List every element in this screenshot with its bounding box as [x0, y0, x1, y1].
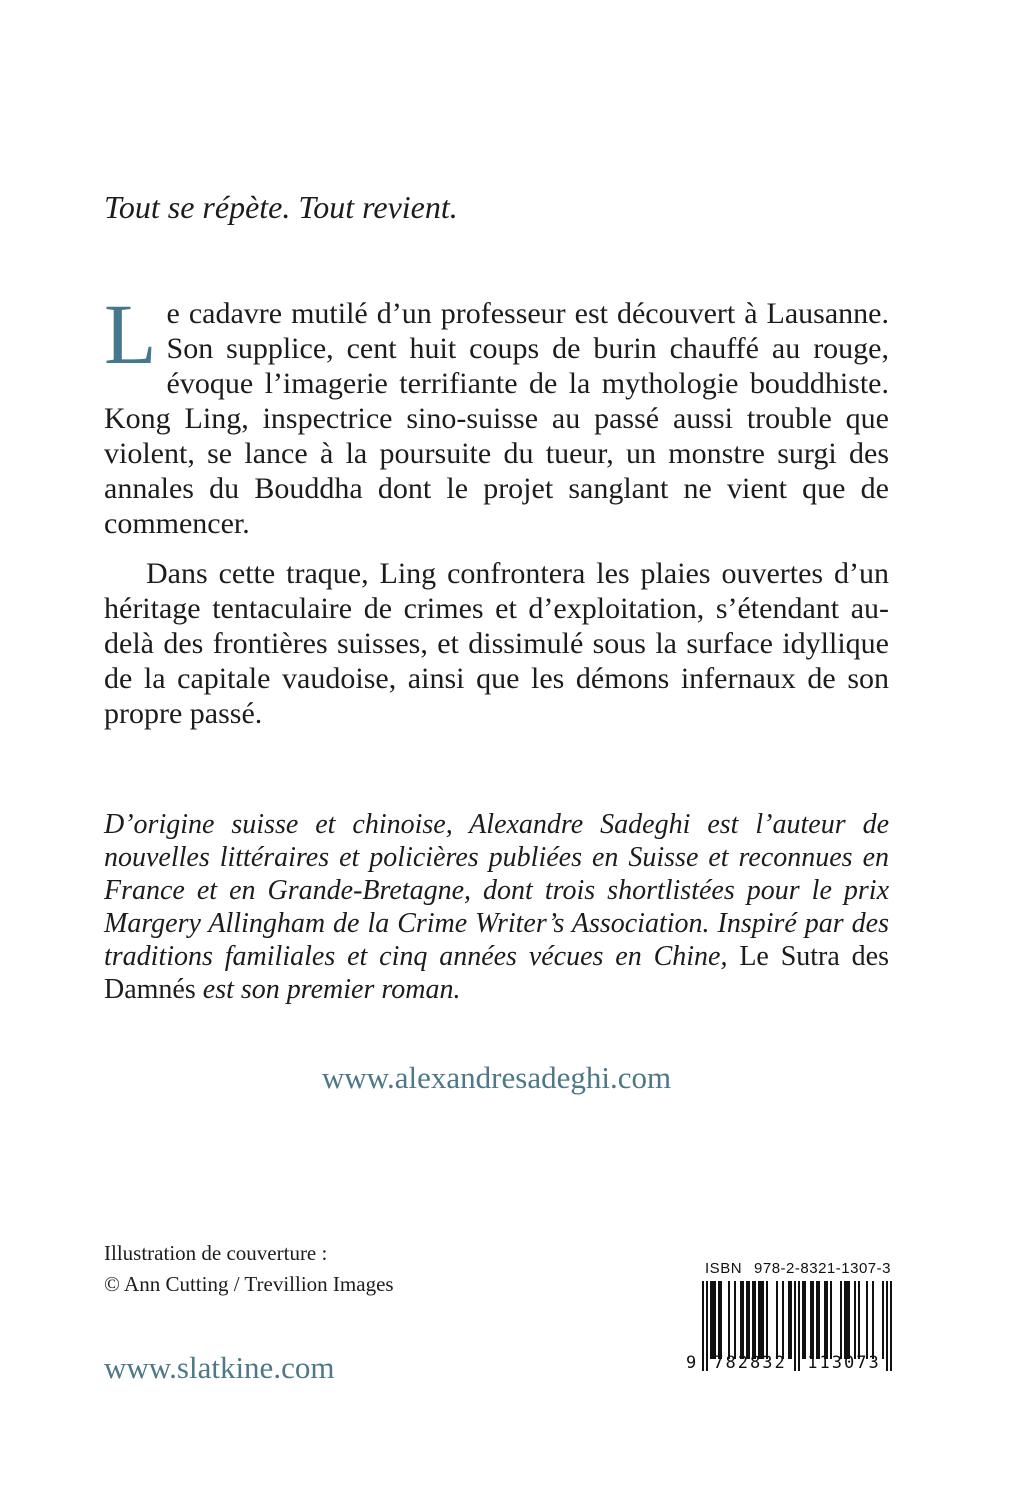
isbn-line [702, 1260, 894, 1277]
credit-line-1: Illustration de couverture : [104, 1241, 328, 1265]
isbn-block [688, 1260, 898, 1381]
epigraph-text: Tout se répète. Tout revient. [104, 189, 458, 225]
cover-credit [104, 1238, 394, 1300]
synopsis-paragraph-1 [104, 286, 889, 541]
barcode-bars [686, 1281, 892, 1381]
barcode-digits-right: 113073 [807, 1353, 881, 1373]
bio-part-1: D’origine suisse et chinoise, Alexandre Sadeghi est l’auteur de nouvelles littéraires et policières publiées en Suisse et reconnues en France et en Grande-Bretagne, dont trois shortlistées pour le prix Margery Allingham de la Crime Writer’s Association. Inspiré par des traditions familiales et cinq années vécues en Chine, [104, 809, 889, 972]
isbn-label: ISBN [705, 1260, 743, 1277]
synopsis-section [104, 286, 889, 731]
bio-part-2: est son premier roman. [195, 974, 461, 1005]
publisher-website-link: www.slatkine.com [104, 1350, 335, 1385]
book-title: Le Sutra des Damnés [104, 941, 889, 1005]
author-bio [104, 808, 889, 1006]
isbn-number: 978-2-8321-1307-3 [754, 1260, 891, 1277]
barcode-digits-left: 782832 [713, 1353, 787, 1373]
credit-line-2: © Ann Cutting / Trevillion Images [104, 1272, 394, 1296]
barcode-digit-lead: 9 [686, 1353, 697, 1373]
drop-cap: L [104, 286, 157, 382]
author-website-link: www.alexandresadeghi.com [321, 1060, 672, 1095]
synopsis-paragraph-2: Dans cette traque, Ling confrontera les plaies ouvertes d’un héritage tentaculaire de crimes et d’exploitation, s’étendant au-delà des frontières suisses, et dissimulé sous la surface idyllique de la capitale vaudoise, ainsi que les démons infernaux de son propre passé. [104, 557, 889, 730]
synopsis-paragraph-1-text: e cadavre mutilé d’un professeur est découvert à Lausanne. Son supplice, cent huit coups de burin chauffé au rouge, évoque l’imagerie terrifiante de la mythologie bouddhiste. Kong Ling, inspectrice sino-suisse au passé aussi trouble que violent, se lance à la poursuite du tueur, un monstre surgi des annales du Bouddha dont le projet sanglant ne vient que de commencer. [104, 297, 889, 540]
